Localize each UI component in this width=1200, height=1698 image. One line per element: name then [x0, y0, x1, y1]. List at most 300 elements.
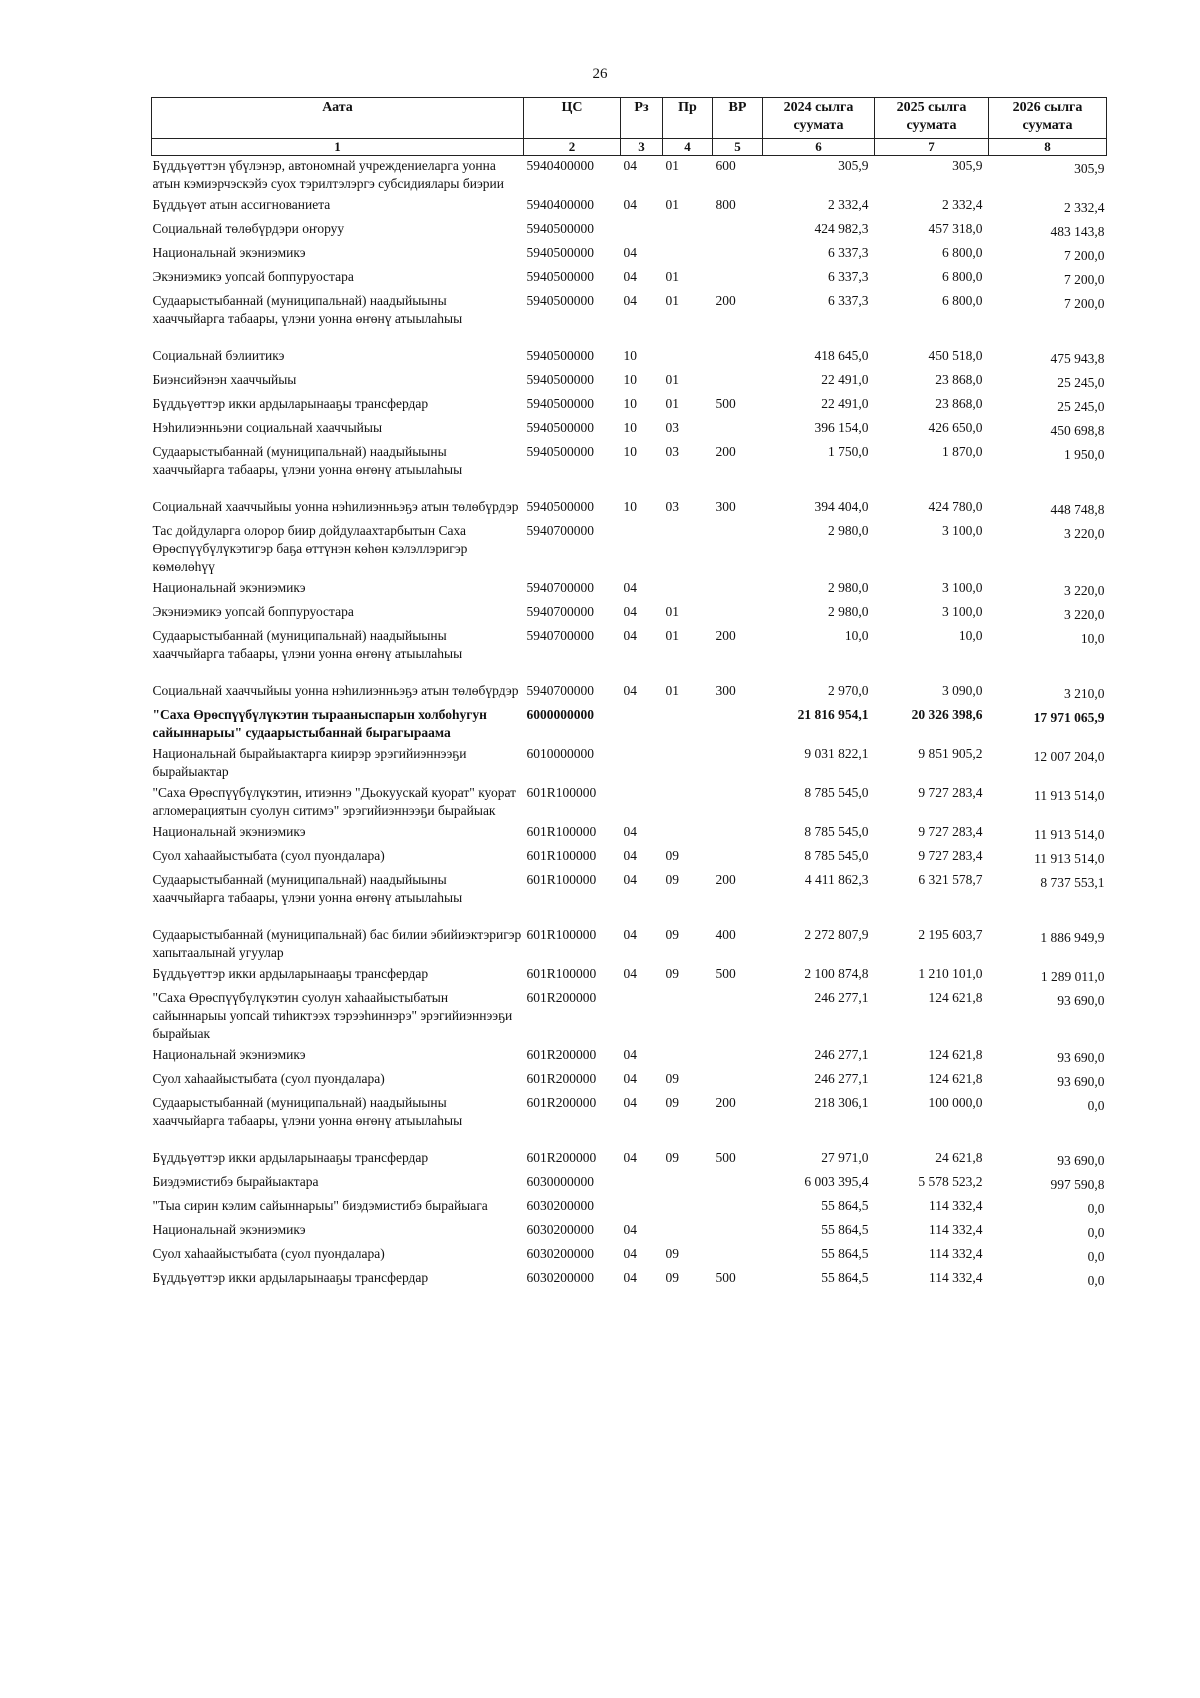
row-section: 04: [623, 1150, 637, 1165]
table-header: [152, 98, 1107, 156]
table-row: [152, 219, 1107, 243]
row-amount-2026: 7 200,0: [1064, 272, 1105, 287]
table-row: [152, 521, 1107, 578]
row-name: Социальнай бэлиитикэ: [152, 348, 285, 363]
row-amount-2025: 23 868,0: [935, 396, 983, 411]
row-subsection: 09: [665, 848, 679, 863]
row-code: 5940700000: [526, 523, 594, 538]
row-section: 04: [623, 245, 637, 260]
row-expense-type: 500: [715, 1150, 736, 1165]
page-number: 26: [592, 66, 608, 82]
row-section: 10: [623, 396, 637, 411]
row-code: 5940700000: [526, 683, 594, 698]
header-rz: Рз: [621, 98, 663, 139]
row-expense-type: 800: [715, 197, 736, 212]
header-2024: 2024 сылга суумата: [763, 98, 875, 139]
row-subsection: 01: [665, 269, 679, 284]
row-amount-2024: 246 277,1: [814, 990, 869, 1005]
row-name: Судаарыстыбаннай (муниципальнай) наадыйыыны хааччыйарга табаары, үлэни уонна өҥөнү атыылаһыы: [152, 1095, 463, 1128]
table-row: [152, 1196, 1107, 1220]
row-amount-2026: 2 332,4: [1064, 200, 1105, 215]
row-amount-2025: 9 851 905,2: [918, 746, 983, 761]
header-number: 1: [152, 139, 524, 156]
row-amount-2025: 6 800,0: [942, 269, 983, 284]
row-subsection: 09: [665, 927, 679, 942]
header-name: Аата: [152, 98, 524, 139]
row-section: [621, 219, 663, 243]
row-subsection: [663, 346, 713, 370]
header-cs: ЦС: [524, 98, 621, 139]
row-expense-type: [713, 1220, 763, 1244]
row-code: 601R100000: [526, 785, 597, 800]
row-amount-2024: 218 306,1: [814, 1095, 869, 1110]
row-subsection: 09: [665, 872, 679, 887]
table-row: [152, 870, 1107, 925]
row-amount-2026: 0,0: [1087, 1098, 1105, 1113]
row-amount-2024: 10,0: [844, 628, 869, 643]
row-expense-type: [713, 243, 763, 267]
row-code: 5940500000: [526, 293, 594, 308]
row-expense-type: 600: [715, 158, 736, 173]
row-amount-2024: 22 491,0: [821, 396, 869, 411]
row-section: 04: [623, 1270, 637, 1285]
row-amount-2024: 6 337,3: [828, 269, 869, 284]
row-amount-2026: 11 913 514,0: [1034, 827, 1105, 842]
table-row: [152, 988, 1107, 1045]
row-section: 04: [623, 197, 637, 212]
table-row: [152, 1093, 1107, 1148]
row-subsection: [663, 705, 713, 744]
row-amount-2026: 3 220,0: [1064, 607, 1105, 622]
row-amount-2024: 8 785 545,0: [804, 848, 869, 863]
row-amount-2024: 21 816 954,1: [797, 707, 869, 722]
table-row: [152, 578, 1107, 602]
table-row: [152, 370, 1107, 394]
row-section: [621, 988, 663, 1045]
row-section: 04: [623, 848, 637, 863]
row-subsection: 01: [665, 293, 679, 308]
row-amount-2026: 0,0: [1087, 1225, 1105, 1240]
row-amount-2024: 55 864,5: [821, 1222, 869, 1237]
row-name: Бүддьүөттэр икки ардыларынааҕы трансфердар: [152, 396, 429, 411]
row-amount-2026: 11 913 514,0: [1034, 851, 1105, 866]
row-code: 601R100000: [526, 824, 597, 839]
table-row: [152, 626, 1107, 681]
row-amount-2026: 3 220,0: [1064, 583, 1105, 598]
row-code: 5940500000: [526, 221, 594, 236]
row-amount-2024: 22 491,0: [821, 372, 869, 387]
row-amount-2024: 4 411 862,3: [804, 872, 869, 887]
row-name: Национальнай экэниэмикэ: [152, 824, 306, 839]
row-expense-type: [713, 1045, 763, 1069]
header-number: 3: [621, 139, 663, 156]
row-code: 601R200000: [526, 1047, 597, 1062]
row-expense-type: 500: [715, 396, 736, 411]
row-amount-2025: 124 621,8: [928, 990, 983, 1005]
row-name: Социальнай төлөбүрдэри оҥоруу: [152, 221, 345, 236]
row-amount-2024: 1 750,0: [828, 444, 869, 459]
row-amount-2026: 0,0: [1087, 1273, 1105, 1288]
row-subsection: [663, 521, 713, 578]
header-number: 6: [763, 139, 875, 156]
row-expense-type: [713, 418, 763, 442]
row-subsection: 01: [665, 604, 679, 619]
table-row: [152, 267, 1107, 291]
row-amount-2025: 1 870,0: [942, 444, 983, 459]
row-amount-2025: 5 578 523,2: [918, 1174, 983, 1189]
row-amount-2025: 450 518,0: [928, 348, 983, 363]
row-amount-2025: 3 100,0: [942, 604, 983, 619]
row-subsection: [663, 783, 713, 822]
row-expense-type: [713, 1196, 763, 1220]
row-amount-2024: 246 277,1: [814, 1047, 869, 1062]
row-subsection: [663, 243, 713, 267]
row-name: Бүддьүөттэн үбүлэнэр, автономнай учреждениеларга уонна атын кэмиэрчэскэйэ суох тэрилтэлэргэ субсидиялары биэрии: [152, 158, 504, 191]
row-section: 04: [623, 1071, 637, 1086]
row-amount-2025: 10,0: [958, 628, 983, 643]
row-subsection: 01: [665, 683, 679, 698]
row-code: 5940500000: [526, 444, 594, 459]
row-amount-2024: 396 154,0: [814, 420, 869, 435]
row-amount-2026: 3 220,0: [1064, 526, 1105, 541]
table-row: [152, 602, 1107, 626]
table-row: [152, 497, 1107, 521]
row-expense-type: 500: [715, 1270, 736, 1285]
row-amount-2025: 6 800,0: [942, 245, 983, 260]
row-expense-type: [713, 846, 763, 870]
row-section: [621, 744, 663, 783]
header-number: 7: [875, 139, 989, 156]
row-amount-2026: 93 690,0: [1057, 1050, 1105, 1065]
row-code: 6030200000: [526, 1270, 594, 1285]
table-row: [152, 394, 1107, 418]
row-amount-2026: 10,0: [1080, 631, 1105, 646]
row-subsection: [663, 1045, 713, 1069]
row-name: "Саха Өрөспүүбүлүкэтин тырааныспарын холбоһугун сайыннарыы" судаарыстыбаннай бырагыраама: [152, 707, 487, 740]
row-expense-type: [713, 521, 763, 578]
row-code: 6000000000: [526, 707, 594, 722]
row-amount-2025: 20 326 398,6: [911, 707, 983, 722]
row-name: Национальнай экэниэмикэ: [152, 245, 306, 260]
header-vr: ВР: [713, 98, 763, 139]
row-amount-2026: 483 143,8: [1050, 224, 1105, 239]
row-amount-2026: 11 913 514,0: [1034, 788, 1105, 803]
row-section: 04: [623, 604, 637, 619]
row-amount-2026: 8 737 553,1: [1040, 875, 1105, 890]
row-expense-type: 200: [715, 1095, 736, 1110]
table-row: [152, 744, 1107, 783]
header-number: 4: [663, 139, 713, 156]
row-subsection: [663, 219, 713, 243]
row-amount-2024: 2 100 874,8: [804, 966, 869, 981]
row-name: Судаарыстыбаннай (муниципальнай) наадыйыыны хааччыйарга табаары, үлэни уонна өҥөнү атыылаһыы: [152, 872, 463, 905]
table-row: [152, 291, 1107, 346]
row-amount-2026: 3 210,0: [1064, 686, 1105, 701]
row-amount-2025: 9 727 283,4: [918, 848, 983, 863]
row-code: 601R100000: [526, 872, 597, 887]
row-amount-2025: 114 332,4: [929, 1246, 983, 1261]
row-amount-2024: 9 031 822,1: [804, 746, 869, 761]
row-name: Бүддьүөттэр икки ардыларынааҕы трансфердар: [152, 1150, 429, 1165]
row-section: 04: [623, 1222, 637, 1237]
table-body: [152, 156, 1107, 1293]
row-code: 5940500000: [526, 420, 594, 435]
header-2025: 2025 сылга суумата: [875, 98, 989, 139]
row-amount-2026: 93 690,0: [1057, 993, 1105, 1008]
row-expense-type: 200: [715, 872, 736, 887]
table-row: [152, 681, 1107, 705]
row-amount-2024: 2 980,0: [828, 523, 869, 538]
row-subsection: 01: [665, 158, 679, 173]
row-amount-2025: 305,9: [952, 158, 983, 173]
row-name: Экэниэмикэ уопсай боппуруостара: [152, 269, 354, 284]
row-amount-2024: 2 970,0: [828, 683, 869, 698]
row-amount-2025: 9 727 283,4: [918, 785, 983, 800]
row-section: 04: [623, 1246, 637, 1261]
row-amount-2025: 457 318,0: [928, 221, 983, 236]
row-name: "Саха Өрөспүүбүлүкэтин суолун хаһаайыстыбатын сайыннарыы уопсай тиһиктээх тэрээһиннэрэ" эрэгийиэннээҕи бырайыак: [152, 990, 513, 1041]
row-code: 5940700000: [526, 604, 594, 619]
row-amount-2024: 27 971,0: [821, 1150, 869, 1165]
row-amount-2026: 7 200,0: [1064, 296, 1105, 311]
row-expense-type: [713, 744, 763, 783]
row-section: 04: [623, 1095, 637, 1110]
row-name: Судаарыстыбаннай (муниципальнай) наадыйыыны хааччыйарга табаары, үлэни уонна өҥөнү атыылаһыы: [152, 628, 463, 661]
row-name: Экэниэмикэ уопсай боппуруостара: [152, 604, 354, 619]
row-code: 5940400000: [526, 158, 594, 173]
row-section: 04: [623, 580, 637, 595]
header-number: 2: [524, 139, 621, 156]
row-code: 601R200000: [526, 1150, 597, 1165]
row-subsection: 03: [665, 499, 679, 514]
row-amount-2025: 114 332,4: [929, 1198, 983, 1213]
row-expense-type: [713, 1172, 763, 1196]
row-subsection: 03: [665, 420, 679, 435]
row-code: 601R100000: [526, 966, 597, 981]
row-amount-2025: 6 321 578,7: [918, 872, 983, 887]
row-expense-type: [713, 602, 763, 626]
row-section: 04: [623, 966, 637, 981]
row-expense-type: [713, 822, 763, 846]
row-amount-2024: 55 864,5: [821, 1270, 869, 1285]
row-amount-2024: 394 404,0: [814, 499, 869, 514]
row-amount-2025: 6 800,0: [942, 293, 983, 308]
row-amount-2025: 114 332,4: [929, 1270, 983, 1285]
table-row: [152, 1244, 1107, 1268]
row-code: 5940500000: [526, 499, 594, 514]
row-code: 5940400000: [526, 197, 594, 212]
row-subsection: [663, 1220, 713, 1244]
row-section: 10: [623, 499, 637, 514]
row-amount-2025: 3 100,0: [942, 580, 983, 595]
row-expense-type: 500: [715, 966, 736, 981]
row-name: Нэһилиэнньэни социальнай хааччыйыы: [152, 420, 383, 435]
row-expense-type: 200: [715, 444, 736, 459]
row-amount-2024: 6 337,3: [828, 245, 869, 260]
row-amount-2026: 93 690,0: [1057, 1074, 1105, 1089]
table-row: [152, 1148, 1107, 1172]
row-amount-2024: 2 980,0: [828, 604, 869, 619]
row-subsection: 01: [665, 372, 679, 387]
row-expense-type: [713, 1244, 763, 1268]
row-subsection: 09: [665, 1071, 679, 1086]
row-expense-type: 200: [715, 628, 736, 643]
row-name: Судаарыстыбаннай (муниципальнай) наадыйыыны хааччыйарга табаары, үлэни уонна өҥөнү атыылаһыы: [152, 444, 463, 477]
row-name: Национальнай экэниэмикэ: [152, 1222, 306, 1237]
row-amount-2026: 305,9: [1074, 161, 1105, 176]
row-code: 5940500000: [526, 372, 594, 387]
table-row: [152, 1268, 1107, 1292]
row-amount-2024: 305,9: [838, 158, 869, 173]
row-amount-2024: 8 785 545,0: [804, 824, 869, 839]
row-section: 04: [623, 872, 637, 887]
row-amount-2025: 9 727 283,4: [918, 824, 983, 839]
row-section: 10: [623, 420, 637, 435]
row-section: 04: [623, 683, 637, 698]
row-section: 04: [623, 927, 637, 942]
row-code: 6030200000: [526, 1222, 594, 1237]
row-expense-type: 300: [715, 499, 736, 514]
header-2026: 2026 сылга суумата: [989, 98, 1107, 139]
row-expense-type: 300: [715, 683, 736, 698]
row-code: 601R200000: [526, 990, 597, 1005]
row-code: 601R100000: [526, 927, 597, 942]
row-code: 5940700000: [526, 580, 594, 595]
row-name: Национальнай экэниэмикэ: [152, 1047, 306, 1062]
table-row: [152, 1069, 1107, 1093]
row-amount-2026: 0,0: [1087, 1249, 1105, 1264]
row-section: 04: [623, 628, 637, 643]
row-subsection: 03: [665, 444, 679, 459]
row-amount-2026: 93 690,0: [1057, 1153, 1105, 1168]
table-row: [152, 1220, 1107, 1244]
header-number: 5: [713, 139, 763, 156]
row-amount-2025: 114 332,4: [929, 1222, 983, 1237]
table-row: [152, 418, 1107, 442]
row-expense-type: [713, 988, 763, 1045]
row-subsection: 09: [665, 1150, 679, 1165]
row-amount-2026: 1 950,0: [1064, 447, 1105, 462]
row-amount-2024: 2 980,0: [828, 580, 869, 595]
row-amount-2026: 25 245,0: [1057, 375, 1105, 390]
table-row: [152, 346, 1107, 370]
table-row: [152, 1172, 1107, 1196]
row-section: [621, 1172, 663, 1196]
row-section: [621, 1196, 663, 1220]
row-expense-type: [713, 1069, 763, 1093]
row-name: "Саха Өрөспүүбүлүкэтин, итиэннэ "Дьокуускай куорат" куорат агломерациятын суолун ситимэ" эрэгийиэннээҕи бырайыак: [152, 785, 517, 818]
row-amount-2025: 426 650,0: [928, 420, 983, 435]
row-expense-type: 200: [715, 293, 736, 308]
row-amount-2025: 424 780,0: [928, 499, 983, 514]
row-subsection: [663, 988, 713, 1045]
row-amount-2025: 124 621,8: [928, 1047, 983, 1062]
row-code: 6010000000: [526, 746, 594, 761]
row-amount-2024: 418 645,0: [814, 348, 869, 363]
row-code: 601R200000: [526, 1071, 597, 1086]
row-subsection: 01: [665, 197, 679, 212]
row-name: Судаарыстыбаннай (муниципальнай) наадыйыыны хааччыйарга табаары, үлэни уонна өҥөнү атыылаһыы: [152, 293, 463, 326]
row-section: 04: [623, 269, 637, 284]
row-name: "Тыа сирин кэлим сайыннарыы" биэдэмистибэ бырайыага: [152, 1198, 488, 1213]
header-pr: Пр: [663, 98, 713, 139]
table-row: [152, 1045, 1107, 1069]
table-row: [152, 442, 1107, 497]
row-amount-2026: 997 590,8: [1050, 1177, 1105, 1192]
row-amount-2024: 55 864,5: [821, 1246, 869, 1261]
row-name: Национальнай бырайыактарга киирэр эрэгийиэннээҕи бырайыактар: [152, 746, 467, 779]
row-subsection: 09: [665, 966, 679, 981]
table-row: [152, 705, 1107, 744]
row-subsection: [663, 1196, 713, 1220]
row-subsection: 09: [665, 1246, 679, 1261]
row-code: 5940500000: [526, 269, 594, 284]
row-name: Биэнсийэнэн хааччыйыы: [152, 372, 297, 387]
row-amount-2025: 3 100,0: [942, 523, 983, 538]
row-expense-type: [713, 346, 763, 370]
row-amount-2026: 1 289 011,0: [1040, 969, 1105, 984]
row-section: [621, 705, 663, 744]
row-code: 601R200000: [526, 1095, 597, 1110]
table-row: [152, 964, 1107, 988]
row-amount-2025: 1 210 101,0: [918, 966, 983, 981]
row-subsection: [663, 744, 713, 783]
row-amount-2024: 2 272 807,9: [804, 927, 869, 942]
row-name: Социальнай хааччыйыы уонна нэһилиэнньэҕэ атын төлөбүрдэр: [152, 499, 519, 514]
row-amount-2026: 448 748,8: [1050, 502, 1105, 517]
row-section: 04: [623, 293, 637, 308]
row-subsection: 09: [665, 1270, 679, 1285]
table-row: [152, 783, 1107, 822]
row-subsection: 01: [665, 396, 679, 411]
row-code: 5940500000: [526, 348, 594, 363]
table-row: [152, 822, 1107, 846]
row-name: Судаарыстыбаннай (муниципальнай) бас билии эбийиэктэригэр хапытаалынай угуулар: [152, 927, 522, 960]
row-amount-2026: 475 943,8: [1050, 351, 1105, 366]
row-amount-2024: 6 003 395,4: [804, 1174, 869, 1189]
row-expense-type: [713, 578, 763, 602]
row-section: 10: [623, 372, 637, 387]
table-row: [152, 846, 1107, 870]
row-expense-type: [713, 267, 763, 291]
table-row: [152, 195, 1107, 219]
table-row: [152, 243, 1107, 267]
row-amount-2024: 6 337,3: [828, 293, 869, 308]
row-section: [621, 783, 663, 822]
row-amount-2024: 8 785 545,0: [804, 785, 869, 800]
row-amount-2026: 17 971 065,9: [1033, 710, 1105, 725]
row-name: Национальнай экэниэмикэ: [152, 580, 306, 595]
row-name: Бүддьүөт атын ассигнованиета: [152, 197, 331, 212]
row-name: Бүддьүөттэр икки ардыларынааҕы трансфердар: [152, 1270, 429, 1285]
row-amount-2025: 2 332,4: [942, 197, 983, 212]
row-code: 5940700000: [526, 628, 594, 643]
row-amount-2026: 0,0: [1087, 1201, 1105, 1216]
row-amount-2024: 246 277,1: [814, 1071, 869, 1086]
row-name: Суол хаһаайыстыбата (суол пуондалара): [152, 848, 385, 863]
row-amount-2025: 2 195 603,7: [918, 927, 983, 942]
row-section: 04: [623, 824, 637, 839]
row-subsection: [663, 822, 713, 846]
row-amount-2025: 24 621,8: [935, 1150, 983, 1165]
row-expense-type: [713, 705, 763, 744]
row-section: [621, 521, 663, 578]
row-amount-2025: 3 090,0: [942, 683, 983, 698]
row-amount-2024: 424 982,3: [814, 221, 869, 236]
row-expense-type: [713, 219, 763, 243]
row-amount-2026: 25 245,0: [1057, 399, 1105, 414]
row-amount-2026: 1 886 949,9: [1040, 930, 1105, 945]
